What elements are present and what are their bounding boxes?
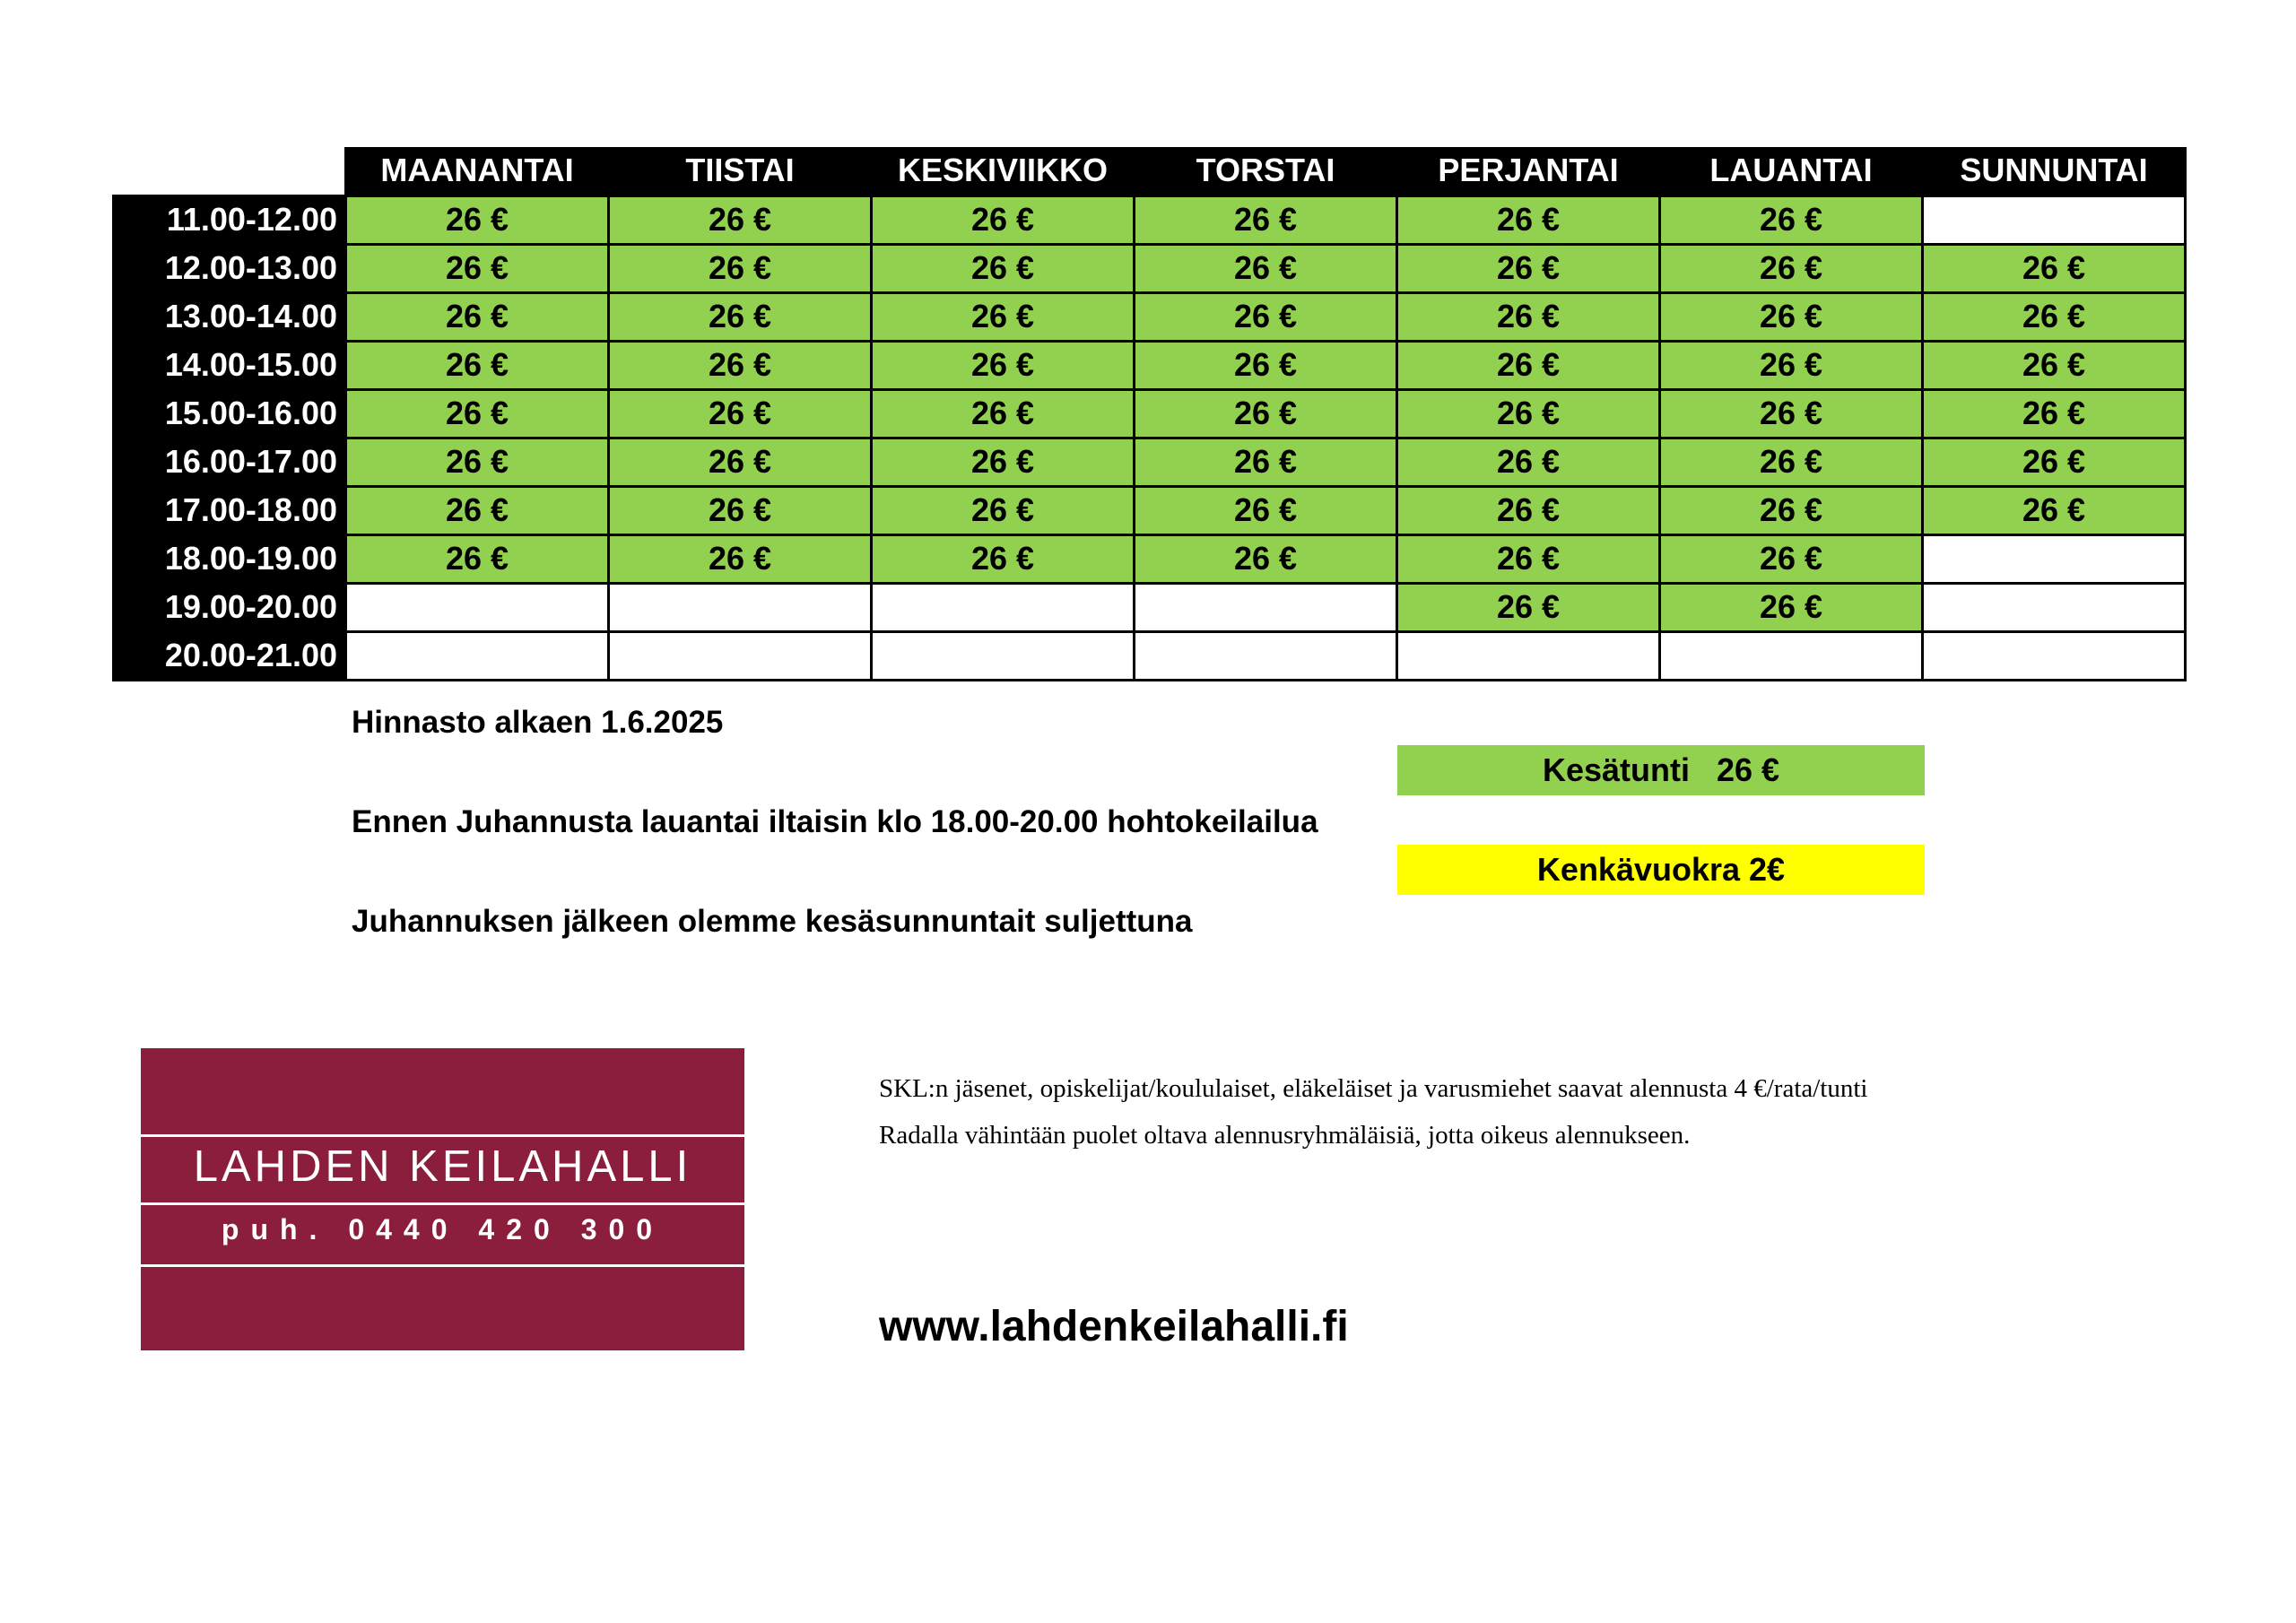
day-header: TORSTAI xyxy=(1135,147,1397,195)
price-cell: 26 € xyxy=(872,438,1135,486)
price-cell: 26 € xyxy=(1397,534,1660,583)
price-cell: 26 € xyxy=(609,486,872,534)
price-cell: 26 € xyxy=(872,292,1135,341)
after-midsummer-note: Juhannuksen jälkeen olemme kesäsunnuntait suljettuna xyxy=(352,904,1193,939)
price-cell: 26 € xyxy=(872,341,1135,389)
empty-cell xyxy=(872,583,1135,631)
price-cell: 26 € xyxy=(1135,341,1397,389)
price-cell: 26 € xyxy=(1397,486,1660,534)
discount-info-line: SKL:n jäsenet, opiskelijat/koululaiset, eläkeläiset ja varusmiehet saavat alennusta 4 €/rata/tunti xyxy=(879,1074,1868,1103)
shoe-rental-legend: Kenkävuokra 2€ xyxy=(1397,845,1925,895)
price-cell: 26 € xyxy=(1923,486,2186,534)
price-cell: 26 € xyxy=(1660,534,1923,583)
empty-cell xyxy=(1135,583,1397,631)
lahden-keilahalli-logo xyxy=(141,1048,744,1350)
day-header: SUNNUNTAI xyxy=(1923,147,2186,195)
price-cell: 26 € xyxy=(1660,195,1923,244)
day-header: KESKIVIIKKO xyxy=(872,147,1135,195)
day-header-row xyxy=(114,147,2186,195)
price-cell: 26 € xyxy=(872,195,1135,244)
logo-title: LAHDEN KEILAHALLI xyxy=(193,1142,692,1191)
price-cell: 26 € xyxy=(609,244,872,292)
price-cell: 26 € xyxy=(346,389,609,438)
logo-divider xyxy=(141,1202,744,1205)
price-cell: 26 € xyxy=(346,195,609,244)
logo-phone: puh. 0440 420 300 xyxy=(221,1213,665,1245)
empty-cell xyxy=(609,631,872,680)
time-slot-label: 13.00-14.00 xyxy=(114,292,346,341)
price-cell: 26 € xyxy=(1135,292,1397,341)
price-cell: 26 € xyxy=(1397,341,1660,389)
price-cell: 26 € xyxy=(609,292,872,341)
price-cell: 26 € xyxy=(609,341,872,389)
price-cell: 26 € xyxy=(1135,244,1397,292)
price-cell: 26 € xyxy=(1397,195,1660,244)
price-cell: 26 € xyxy=(1135,389,1397,438)
empty-cell xyxy=(1923,583,2186,631)
summer-hour-legend: Kesätunti 26 € xyxy=(1397,745,1925,795)
empty-cell xyxy=(1397,631,1660,680)
price-cell: 26 € xyxy=(346,438,609,486)
price-cell: 26 € xyxy=(1660,583,1923,631)
day-header: LAUANTAI xyxy=(1660,147,1923,195)
price-cell: 26 € xyxy=(1397,438,1660,486)
price-cell: 26 € xyxy=(609,534,872,583)
price-cell: 26 € xyxy=(872,486,1135,534)
price-cell: 26 € xyxy=(609,438,872,486)
price-cell: 26 € xyxy=(1923,244,2186,292)
price-cell: 26 € xyxy=(1135,195,1397,244)
schedule-row xyxy=(114,389,2186,438)
time-slot-label: 19.00-20.00 xyxy=(114,583,346,631)
time-slot-label: 20.00-21.00 xyxy=(114,631,346,680)
price-cell: 26 € xyxy=(346,341,609,389)
price-cell: 26 € xyxy=(1135,438,1397,486)
price-cell: 26 € xyxy=(1923,438,2186,486)
time-slot-label: 18.00-19.00 xyxy=(114,534,346,583)
schedule-row xyxy=(114,631,2186,680)
empty-cell xyxy=(346,631,609,680)
price-cell: 26 € xyxy=(346,534,609,583)
empty-cell xyxy=(609,583,872,631)
price-cell: 26 € xyxy=(346,486,609,534)
schedule-row xyxy=(114,341,2186,389)
price-cell: 26 € xyxy=(1397,583,1660,631)
price-cell: 26 € xyxy=(346,244,609,292)
price-cell: 26 € xyxy=(1660,389,1923,438)
price-schedule-table xyxy=(112,147,2187,681)
schedule-row xyxy=(114,486,2186,534)
time-slot-label: 12.00-13.00 xyxy=(114,244,346,292)
price-cell: 26 € xyxy=(346,292,609,341)
schedule-row xyxy=(114,534,2186,583)
empty-cell xyxy=(1923,195,2186,244)
empty-cell xyxy=(1135,631,1397,680)
price-list-date-note: Hinnasto alkaen 1.6.2025 xyxy=(352,705,724,740)
logo-divider xyxy=(141,1264,744,1267)
price-cell: 26 € xyxy=(609,195,872,244)
price-cell: 26 € xyxy=(1135,534,1397,583)
time-slot-label: 16.00-17.00 xyxy=(114,438,346,486)
schedule-body xyxy=(114,195,2186,680)
website-link[interactable]: www.lahdenkeilahalli.fi xyxy=(879,1303,1349,1350)
schedule-row xyxy=(114,583,2186,631)
price-cell: 26 € xyxy=(872,244,1135,292)
before-midsummer-note: Ennen Juhannusta lauantai iltaisin klo 18.00-20.00 hohtokeilailua xyxy=(352,804,1318,839)
price-cell: 26 € xyxy=(1660,486,1923,534)
empty-cell xyxy=(1923,534,2186,583)
time-slot-label: 15.00-16.00 xyxy=(114,389,346,438)
corner-cell xyxy=(114,147,346,195)
price-cell: 26 € xyxy=(1660,292,1923,341)
day-header: MAANANTAI xyxy=(346,147,609,195)
schedule-row xyxy=(114,244,2186,292)
discount-condition-line: Radalla vähintään puolet oltava alennusryhmäläisiä, jotta oikeus alennukseen. xyxy=(879,1121,1691,1150)
time-slot-label: 14.00-15.00 xyxy=(114,341,346,389)
price-cell: 26 € xyxy=(1660,244,1923,292)
empty-cell xyxy=(1923,631,2186,680)
price-cell: 26 € xyxy=(1660,341,1923,389)
price-cell: 26 € xyxy=(872,389,1135,438)
price-cell: 26 € xyxy=(1135,486,1397,534)
day-header: TIISTAI xyxy=(609,147,872,195)
price-cell: 26 € xyxy=(1397,292,1660,341)
price-cell: 26 € xyxy=(609,389,872,438)
time-slot-label: 11.00-12.00 xyxy=(114,195,346,244)
schedule-row xyxy=(114,292,2186,341)
price-cell: 26 € xyxy=(1923,292,2186,341)
price-cell: 26 € xyxy=(1923,341,2186,389)
price-cell: 26 € xyxy=(1397,389,1660,438)
price-cell: 26 € xyxy=(872,534,1135,583)
empty-cell xyxy=(1660,631,1923,680)
logo-divider xyxy=(141,1134,744,1137)
time-slot-label: 17.00-18.00 xyxy=(114,486,346,534)
price-cell: 26 € xyxy=(1660,438,1923,486)
schedule-row xyxy=(114,195,2186,244)
empty-cell xyxy=(872,631,1135,680)
empty-cell xyxy=(346,583,609,631)
schedule-row xyxy=(114,438,2186,486)
price-cell: 26 € xyxy=(1397,244,1660,292)
day-header: PERJANTAI xyxy=(1397,147,1660,195)
price-cell: 26 € xyxy=(1923,389,2186,438)
